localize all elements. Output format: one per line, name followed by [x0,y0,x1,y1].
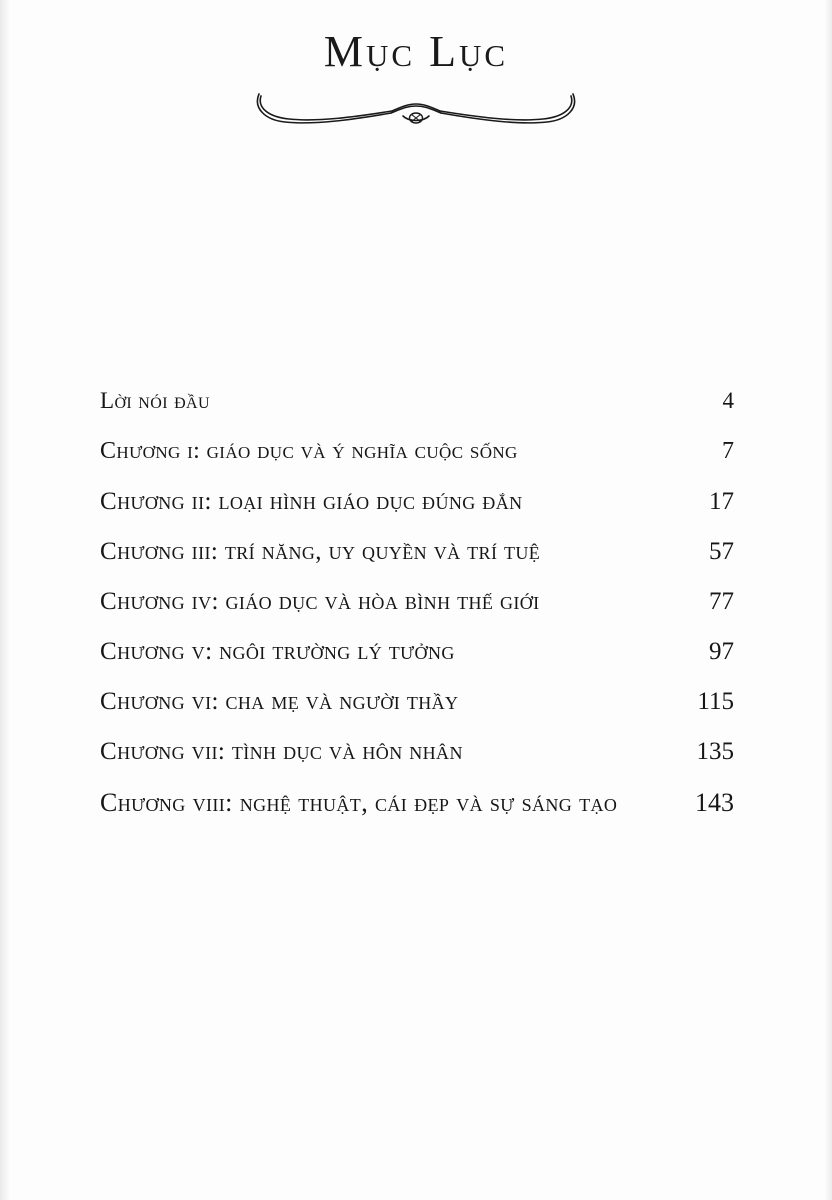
toc-entry-page: 7 [722,438,734,464]
toc-entry[interactable] [100,388,740,422]
toc-entry-page: 143 [695,788,734,817]
toc-entry[interactable] [100,788,740,822]
toc-entry-label: Chương i: giáo dục và ý nghĩa cuộc sống [100,438,518,464]
toc-entry-label: Chương vii: tình dục và hôn nhân [100,738,463,765]
toc-entry-page: 115 [697,688,734,715]
title-block [0,28,832,143]
toc-entry-label: Chương ii: loại hình giáo dục đúng đắn [100,488,523,515]
toc-entry-page: 17 [709,488,734,515]
toc-entry[interactable] [100,738,740,772]
toc-entry-label: Lời nói đầu [100,388,210,413]
toc-entry-page: 57 [709,538,734,565]
toc-entry[interactable] [100,488,740,522]
toc-entry[interactable] [100,588,740,622]
toc-entry-label: Chương iv: giáo dục và hòa bình thế giới [100,588,540,615]
toc-entry[interactable] [100,638,740,672]
toc-entry-page: 97 [709,638,734,665]
toc-entry-page: 4 [722,388,734,413]
flourish-divider-ornament [251,86,581,138]
toc-entry-page: 135 [696,738,734,765]
toc-entry[interactable] [100,538,740,572]
toc-entry-label: Chương viii: nghệ thuật, cái đẹp và sự sáng tạo [100,788,618,817]
toc-entry-label: Chương vi: cha mẹ và người thầy [100,688,459,715]
toc-entry[interactable] [100,688,740,722]
page-title: Mục Lục [323,27,509,76]
toc-entry[interactable] [100,438,740,472]
toc-entry-page: 77 [709,588,734,615]
toc-entry-label: Chương iii: trí năng, uy quyền và trí tuệ [100,538,541,565]
toc-entry-label: Chương v: ngôi trường lý tưởng [100,638,455,665]
table-of-contents [100,388,740,838]
